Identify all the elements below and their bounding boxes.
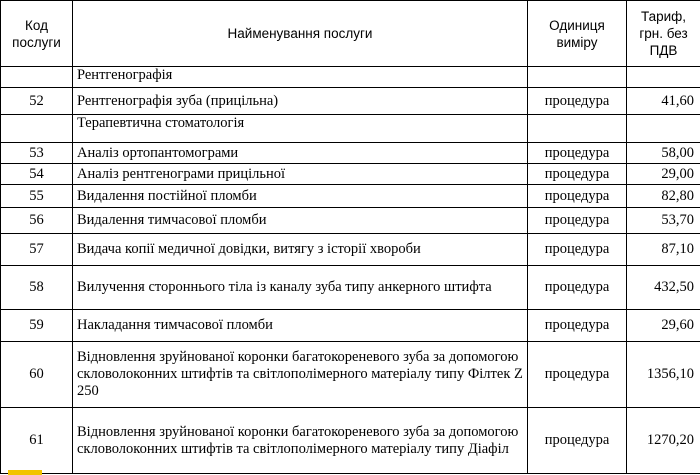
service-name: Видача копії медичної довідки, витягу з історії хвороби [73,234,528,266]
service-code: 56 [1,208,73,234]
service-code: 52 [1,88,73,115]
section-row [1,115,700,143]
service-code: 61 [1,408,73,474]
table-header-row [1,1,700,67]
table-row [1,88,700,115]
service-name: Відновлення зруйнованої коронки багатокореневого зуба за допомогою скловолоконних штифтів та світлополімерного матеріалу типу Філтек Z 250 [73,342,528,408]
table-row [1,164,700,185]
service-code: 59 [1,310,73,342]
header-price: Тариф, грн. без ПДВ [627,1,700,67]
header-code: Код послуги [1,1,73,67]
service-unit: процедура [528,310,627,342]
service-unit: процедура [528,234,627,266]
sheet-tab-marker [8,470,42,475]
table-row [1,342,700,408]
section-row [1,67,700,88]
table-row [1,185,700,208]
service-code: 54 [1,164,73,185]
service-name: Видалення постійної пломби [73,185,528,208]
table-row [1,208,700,234]
service-name: Рентгенографія зуба (прицільна) [73,88,528,115]
service-code: 57 [1,234,73,266]
service-unit: процедура [528,143,627,164]
section-code-cell [1,115,73,143]
service-price: 41,60 [627,88,700,115]
service-price: 1270,20 [627,408,700,474]
table-row [1,266,700,310]
service-unit: процедура [528,164,627,185]
service-code: 55 [1,185,73,208]
section-code-cell [1,67,73,88]
service-code: 58 [1,266,73,310]
section-title: Рентгенографія [73,67,528,88]
service-price: 29,00 [627,164,700,185]
service-code: 60 [1,342,73,408]
table-row [1,408,700,474]
header-name: Найменування послуги [73,1,528,67]
service-price: 1356,10 [627,342,700,408]
service-unit: процедура [528,208,627,234]
service-unit: процедура [528,342,627,408]
service-name: Аналіз ортопантомограми [73,143,528,164]
table-row [1,234,700,266]
table-row [1,310,700,342]
service-name: Відновлення зруйнованої коронки багатокореневого зуба за допомогою скловолоконних штифтів та світлополімерного матеріалу типу Діафіл [73,408,528,474]
service-code: 53 [1,143,73,164]
section-price-cell [627,115,700,143]
service-price: 53,70 [627,208,700,234]
table-row [1,143,700,164]
section-title: Терапевтична стоматологія [73,115,528,143]
service-name: Аналіз рентгенограми прицільної [73,164,528,185]
service-unit: процедура [528,408,627,474]
service-price: 29,60 [627,310,700,342]
service-unit: процедура [528,185,627,208]
header-unit: Одиниця виміру [528,1,627,67]
service-price: 82,80 [627,185,700,208]
section-unit-cell [528,115,627,143]
service-name: Вилучення стороннього тіла із каналу зуба типу анкерного штифта [73,266,528,310]
service-price: 87,10 [627,234,700,266]
service-price: 58,00 [627,143,700,164]
service-name: Накладання тимчасової пломби [73,310,528,342]
service-name: Видалення тимчасової пломби [73,208,528,234]
section-unit-cell [528,67,627,88]
service-unit: процедура [528,266,627,310]
service-price: 432,50 [627,266,700,310]
section-price-cell [627,67,700,88]
service-unit: процедура [528,88,627,115]
